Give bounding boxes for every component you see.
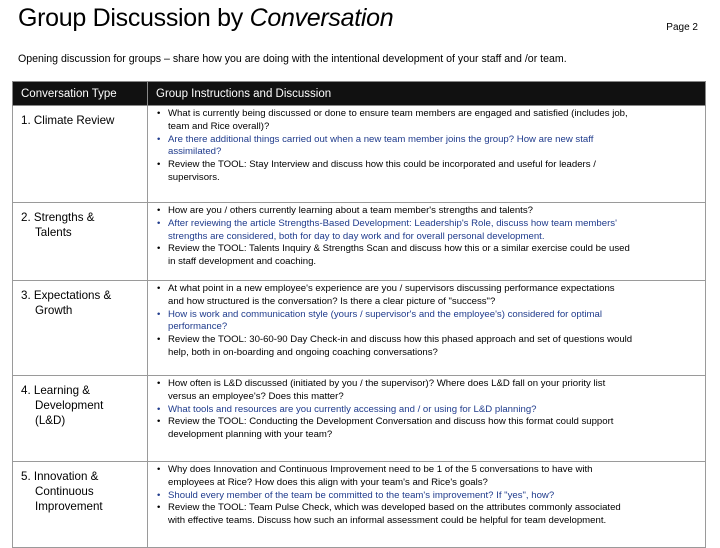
conversation-type-text: Improvement <box>35 500 103 513</box>
discussion-table <box>12 81 706 548</box>
conversation-type-text: Talents <box>35 226 72 239</box>
bullet-item <box>156 205 699 218</box>
bullet-text-line: strengths are considered, both for day to day work and for overall personal development. <box>168 230 545 242</box>
table-row <box>13 281 706 376</box>
bullet-item <box>156 309 699 335</box>
bullet-item <box>156 108 699 134</box>
bullet-text-line: and how structured is the conversation? Is there a clear picture of "success"? <box>168 295 496 307</box>
bullet-text-line: • How are you / others currently learning about a team member's strengths and talents? <box>168 205 533 216</box>
bullet-text-line: • Review the TOOL: 30-60-90 Day Check-in and discuss how this phased approach and set of questions would <box>168 334 633 346</box>
instructions-cell <box>148 203 706 281</box>
bullet-text-line: • What is currently being discussed or done to ensure team members are engaged and satisfied (includes job, <box>168 108 628 119</box>
bullet-text-line: • What tools and resources are you currently accessing and / or using for L&D planning? <box>168 403 537 415</box>
table-row <box>13 106 706 203</box>
bullet-item <box>156 464 699 490</box>
bullet-item <box>156 490 699 503</box>
bullet-list <box>156 378 699 442</box>
bullet-text-line: help, both in on-boarding and ongoing coaching conversations? <box>168 346 438 358</box>
conversation-type-text: Development <box>35 399 104 412</box>
bullet-item <box>156 502 699 528</box>
bullet-text-line: • After reviewing the article Strengths-Based Development: Leadership's Role, discuss how team members' <box>168 217 617 229</box>
title-main: Group Discussion by <box>18 4 250 32</box>
bullet-item <box>156 283 699 309</box>
bullet-item <box>156 416 699 442</box>
bullet-text-line: • Review the TOOL: Talents Inquiry & Strengths Scan and discuss how this or a similar exercise could be used <box>168 243 630 255</box>
bullet-text-line: team and Rice overall)? <box>168 120 270 132</box>
bullet-text-line: development planning with your team? <box>168 429 333 441</box>
bullet-text-line: • Review the TOOL: Stay Interview and discuss how this could be incorporated and useful for leaders / <box>168 159 596 171</box>
bullet-text-line: • Are there additional things carried out when a new team member joins the group? How are new staff <box>168 133 594 145</box>
bullet-text-line: performance? <box>168 321 228 333</box>
bullet-item <box>156 334 699 360</box>
column-header-instructions: Group Instructions and Discussion <box>148 82 706 106</box>
table-row <box>13 462 706 548</box>
bullet-text-line: • How is work and communication style (yours / supervisor's and the employee's) considered for optimal <box>168 308 602 320</box>
conversation-type-cell <box>13 376 148 462</box>
instructions-cell <box>148 281 706 376</box>
conversation-type-text: Continuous <box>35 485 94 498</box>
instructions-cell <box>148 462 706 548</box>
title-emphasis: Conversation <box>249 4 394 32</box>
conversation-type-cell <box>13 203 148 281</box>
table-row <box>13 203 706 281</box>
conversation-type-text: Growth <box>35 304 73 317</box>
bullet-list <box>156 283 699 360</box>
bullet-text-line: • Should every member of the team be committed to the team's improvement? If "yes", how? <box>168 489 555 501</box>
bullet-text-line: • Review the TOOL: Conducting the Development Conversation and discuss how this format could support <box>168 416 614 428</box>
instructions-cell <box>148 376 706 462</box>
bullet-text-line: assimilated? <box>168 146 222 158</box>
conversation-type-text: 1. Climate Review <box>21 114 115 127</box>
column-header-type: Conversation Type <box>13 82 148 106</box>
bullet-item <box>156 218 699 244</box>
bullet-text-line: supervisors. <box>168 171 220 183</box>
bullet-text-line: in staff development and coaching. <box>168 256 317 268</box>
page-number: Page 2 <box>666 22 698 33</box>
conversation-type-cell <box>13 106 148 203</box>
bullet-text-line: • Review the TOOL: Team Pulse Check, which was developed based on the attributes commonly associated <box>168 502 621 514</box>
bullet-list <box>156 108 699 185</box>
bullet-text-line: • How often is L&D discussed (initiated by you / the supervisor)? Where does L&D fall on your priority list <box>168 378 606 389</box>
bullet-list <box>156 205 699 269</box>
conversation-type-text: 5. Innovation & <box>21 470 99 483</box>
table-header-row <box>13 82 706 106</box>
conversation-type-text: 3. Expectations & <box>21 289 112 302</box>
bullet-item <box>156 134 699 160</box>
bullet-item <box>156 404 699 417</box>
bullet-text-line: with effective teams. Discuss how such an informal assessment could be helpful for team development. <box>168 515 607 527</box>
conversation-type-cell <box>13 281 148 376</box>
bullet-text-line: • At what point in a new employee's experience are you / supervisors discussing performance expectations <box>168 283 615 294</box>
instructions-cell <box>148 106 706 203</box>
table-row <box>13 376 706 462</box>
bullet-text-line: • Why does Innovation and Continuous Improvement need to be 1 of the 5 conversations to have with <box>168 464 593 475</box>
bullet-item <box>156 378 699 404</box>
page-title <box>18 4 393 33</box>
subtitle: Opening discussion for groups – share how you are doing with the intentional development of your staff and /or team. <box>18 53 567 65</box>
bullet-text-line: versus an employee's? Does this matter? <box>168 390 344 402</box>
conversation-type-cell <box>13 462 148 548</box>
bullet-item <box>156 159 699 185</box>
bullet-item <box>156 243 699 269</box>
conversation-type-text: (L&D) <box>35 414 66 427</box>
bullet-list <box>156 464 699 528</box>
conversation-type-text: 2. Strengths & <box>21 211 95 224</box>
bullet-text-line: employees at Rice? How does this align with your team's and Rice's goals? <box>168 476 488 488</box>
conversation-type-text: 4. Learning & <box>21 384 90 397</box>
